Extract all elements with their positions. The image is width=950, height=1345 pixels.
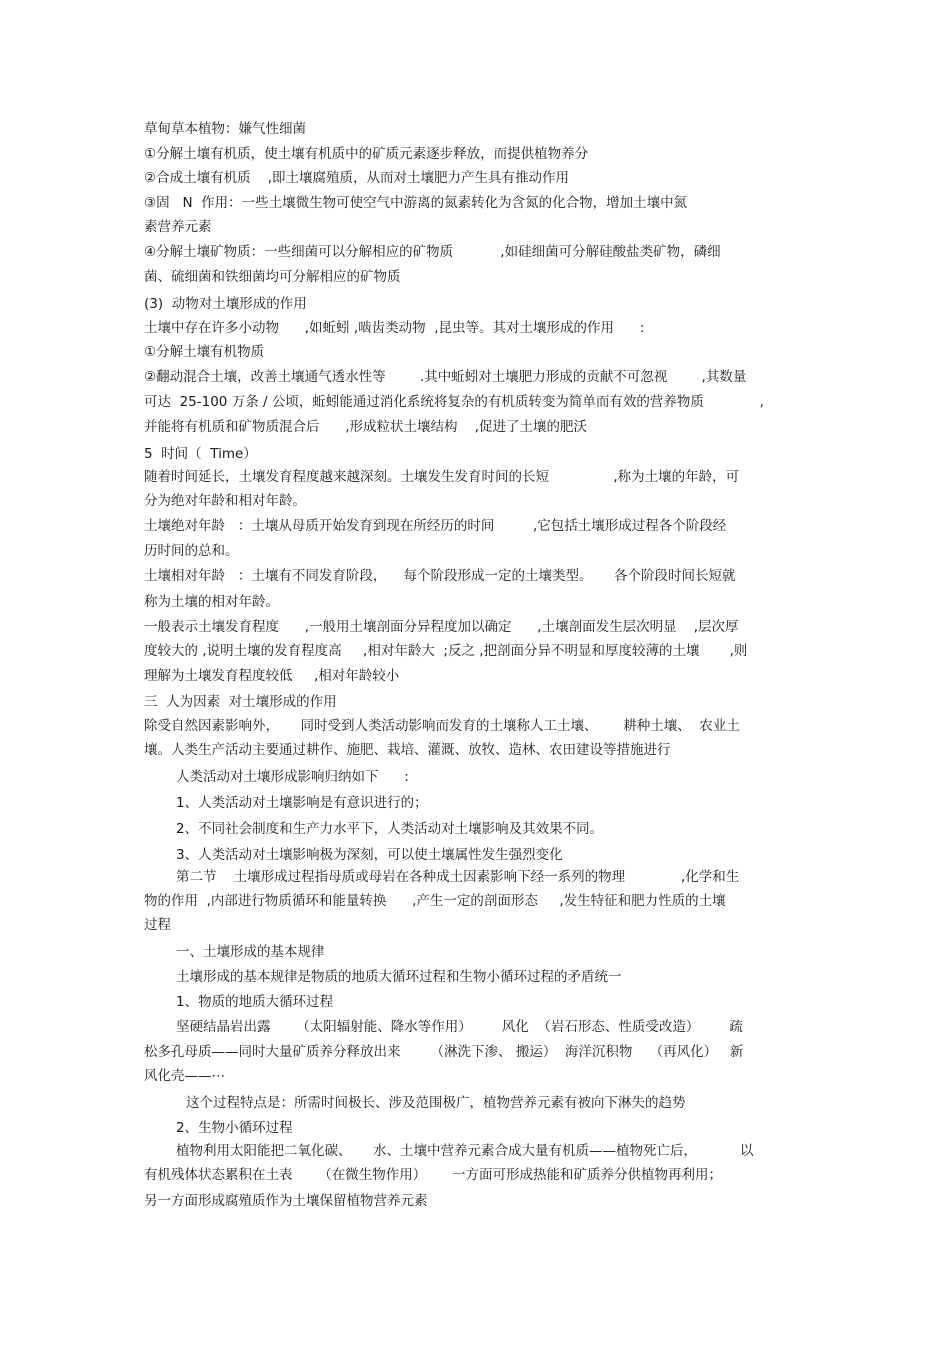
text-line: 土壤中存在许多小动物 ,如蚯蚓 ,啮齿类动物 ,昆虫等。其对土壤形成的作用 : — [144, 320, 645, 336]
text-line: 草甸草本植物：嫌气性细菌 — [144, 121, 306, 137]
text-line: 分为绝对年龄和相对年龄。 — [144, 493, 306, 509]
text-line: 第二节 土壤形成过程指母质或母岩在各种成土因素影响下经一系列的物理 ,化学和生 — [176, 869, 740, 885]
text-line: 另一方面形成腐殖质作为土壤保留植物营养元素 — [144, 1193, 428, 1209]
text-line: 并能将有机质和矿物质混合后 ,形成粒状土壤结构 ,促进了土壤的肥沃 — [144, 419, 587, 435]
text-line: 土壤形成的基本规律是物质的地质大循环过程和生物小循环过程的矛盾统一 — [176, 969, 622, 985]
text-line: ②合成土壤有机质 ,即土壤腐殖质，从而对土壤肥力产生具有推动作用 — [144, 170, 570, 186]
section-heading: 2、生物小循环过程 — [176, 1120, 293, 1136]
text-line: 一般表示土壤发育程度 ,一般用土壤剖面分异程度加以确定 ,土壤剖面发生层次明显 ,层次厚 — [144, 619, 739, 635]
text-line: 这个过程特点是：所需时间极长、涉及范围极广，植物营养元素有被向下淋失的趋势 — [186, 1095, 686, 1111]
text-line: 人类活动对土壤形成影响归纳如下 : — [176, 769, 409, 785]
text-line: 有机残体状态累积在土表 （在微生物作用） 一方面可形成热能和矿质养分供植物再利用； — [144, 1167, 722, 1183]
text-line: 素营养元素 — [144, 219, 212, 235]
text-line: 除受自然因素影响外， 同时受到人类活动影响而发育的土壤称人工土壤、 耕种土壤、 农业土 — [144, 718, 740, 734]
section-heading: 一、土壤形成的基本规律 — [176, 944, 325, 960]
text-line: ④分解土壤矿物质：一些细菌可以分解相应的矿物质 ,如硅细菌可分解硅酸盐类矿物，磷细 — [144, 244, 721, 260]
text-line: (3) 动物对土壤形成的作用 — [144, 296, 307, 312]
text-line: 物的作用 ,内部进行物质循环和能量转换 ,产生一定的剖面形态 ,发生特征和肥力性质的土壤 — [144, 893, 726, 909]
text-line: 可达 25-100 万条 / 公顷，蚯蚓能通过消化系统将复杂的有机质转变为简单而有效的营养物质 , — [144, 394, 764, 410]
text-line: 称为土壤的相对年龄。 — [144, 594, 279, 610]
text-line: 壤。人类生产活动主要通过耕作、施肥、栽培、灌溉、放牧、造林、农田建设等措施进行 — [144, 742, 671, 758]
text-line: 菌、硫细菌和铁细菌均可分解相应的矿物质 — [144, 269, 401, 285]
text-line: ③固 N 作用：一些土壤微生物可使空气中游离的氮素转化为含氮的化合物，增加土壤中氮 — [144, 195, 688, 211]
text-line: 历时间的总和。 — [144, 543, 239, 559]
text-line: ①分解土壤有机质，使土壤有机质中的矿质元素逐步释放，而提供植物养分 — [144, 146, 589, 162]
text-line: 植物利用太阳能把二氧化碳、 水、土壤中营养元素合成大量有机质——植物死亡后， 以 — [176, 1143, 754, 1159]
text-line: ①分解土壤有机物质 — [144, 344, 265, 360]
text-line: 理解为土壤发育程度较低 ,相对年龄较小 — [144, 668, 400, 684]
section-heading: 1、物质的地质大循环过程 — [176, 994, 334, 1010]
section-heading: 三 人为因素 对土壤形成的作用 — [144, 694, 337, 710]
text-line: 土壤绝对年龄 ：土壤从母质开始发育到现在所经历的时间 ,它包括土壤形成过程各个阶段经 — [144, 518, 727, 534]
list-item: 1、人类活动对土壤影响是有意识进行的； — [176, 795, 428, 811]
text-line: 5 时间（ Time） — [144, 446, 257, 462]
list-item: 2、不同社会制度和生产力水平下，人类活动对土壤影响及其效果不同。 — [176, 821, 604, 837]
text-line: 风化壳——⋯ — [144, 1068, 225, 1084]
text-line: 坚硬结晶岩出露 （太阳辐射能、降水等作用） 风化 （岩石形态、性质受改造） 疏 — [176, 1019, 743, 1035]
text-line: 度较大的 ,说明土壤的发育程度高 ,相对年龄大 ;反之 ,把剖面分异不明显和厚度较薄的土壤 ,则 — [144, 643, 748, 659]
text-line: 土壤相对年龄 ：土壤有不同发育阶段， 每个阶段形成一定的土壤类型。 各个阶段时间长短就 — [144, 568, 736, 584]
text-line: 松多孔母质——同时大量矿质养分释放出来 （淋洗下渗、 搬运） 海洋沉积物 （再风化） 新 — [144, 1044, 744, 1060]
text-line: ②翻动混合土壤，改善土壤通气透水性等 .其中蚯蚓对土壤肥力形成的贡献不可忽视 ,其数量 — [144, 369, 747, 385]
list-item: 3、人类活动对土壤影响极为深刻，可以使土壤属性发生强烈变化 — [176, 847, 563, 863]
text-line: 过程 — [144, 917, 171, 933]
text-line: 随着时间延长，土壤发育程度越来越深刻。土壤发生发育时间的长短 ,称为土壤的年龄，可 — [144, 469, 740, 485]
